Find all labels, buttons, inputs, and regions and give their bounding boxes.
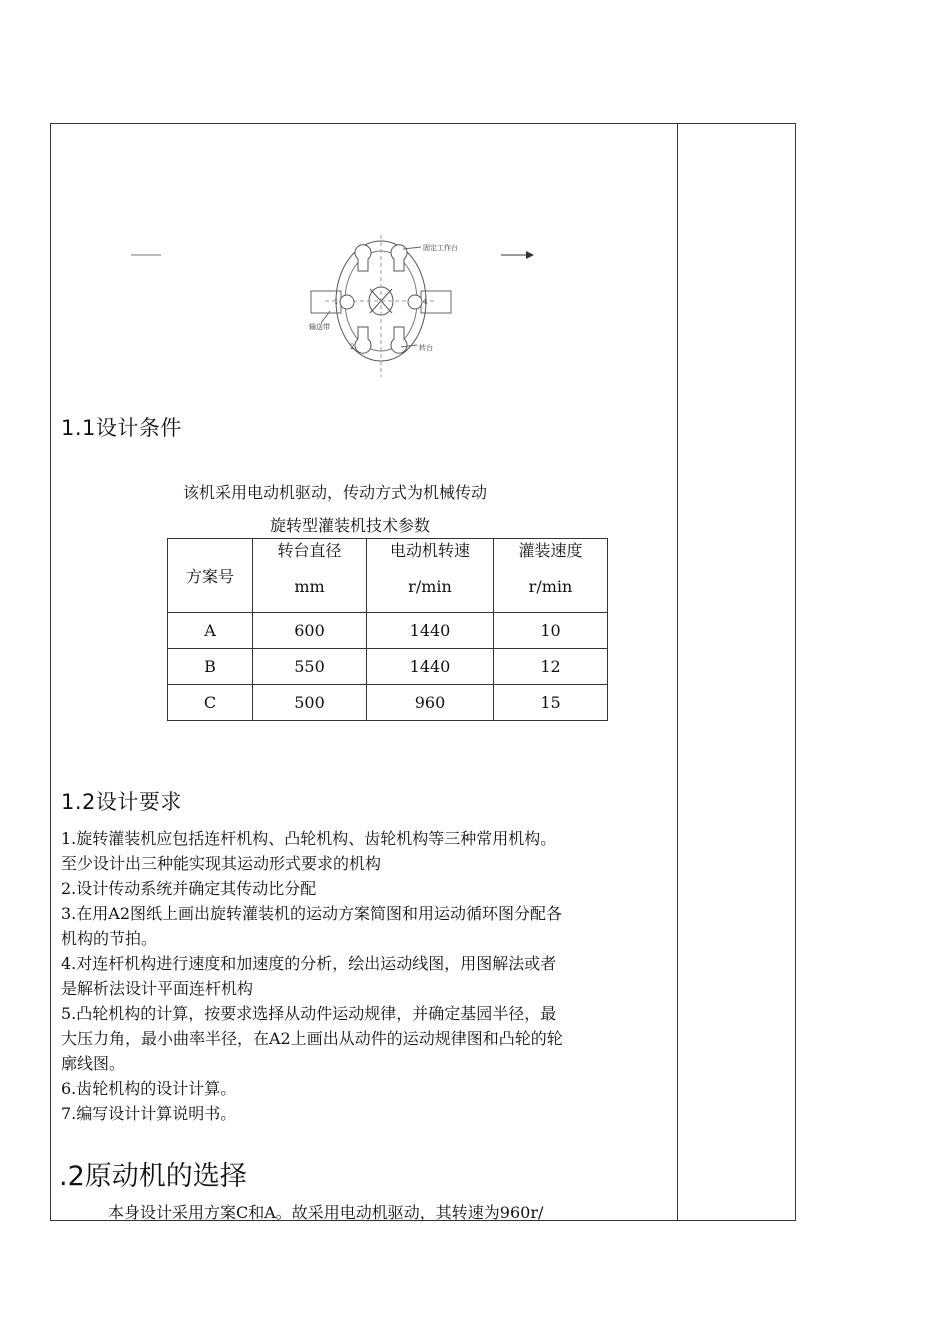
section-2-intro: 本身设计采用方案C和A。故采用电动机驱动，其转速为960r/ bbox=[108, 1203, 544, 1222]
param-header-diameter bbox=[253, 539, 367, 613]
table-cell: C bbox=[168, 685, 253, 721]
table-row bbox=[168, 685, 608, 721]
param-header-motor-speed-unit: r/min bbox=[408, 577, 452, 596]
table-cell: 1440 bbox=[367, 649, 494, 685]
cup-slot-bottom-left bbox=[355, 327, 371, 353]
param-header-fill-speed-label: 灌装速度 bbox=[518, 541, 583, 560]
table-cell: 600 bbox=[253, 613, 367, 649]
list-item: 7.编写设计计算说明书。 bbox=[61, 1104, 237, 1123]
label-station-4: 4 bbox=[423, 298, 428, 306]
table-cell: 960 bbox=[367, 685, 494, 721]
list-item: 3.在用A2图纸上画出旋转灌装机的运动方案简图和用运动循环图分配各 bbox=[61, 904, 563, 923]
column-divider bbox=[677, 124, 678, 1220]
table-cell: 500 bbox=[253, 685, 367, 721]
page-frame bbox=[50, 123, 796, 1221]
list-item: 大压力角，最小曲率半径，在A2上画出从动件的运动规律图和凸轮的轮 bbox=[61, 1029, 563, 1048]
table-cell: 1440 bbox=[367, 613, 494, 649]
table-cell: 10 bbox=[494, 613, 608, 649]
outgoing-arrow-head bbox=[526, 251, 534, 259]
list-item: 1.旋转灌装机应包括连杆机构、凸轮机构、齿轮机构等三种常用机构。 bbox=[61, 829, 557, 848]
param-table bbox=[167, 538, 608, 721]
list-item: 至少设计出三种能实现其运动形式要求的机构 bbox=[61, 854, 382, 873]
table-cell: 550 bbox=[253, 649, 367, 685]
cup-slot-right bbox=[408, 295, 422, 309]
table-cell: 15 bbox=[494, 685, 608, 721]
param-header-motor-speed-label: 电动机转速 bbox=[389, 541, 470, 560]
cup-slot-left bbox=[340, 295, 354, 309]
list-item: 2.设计传动系统并确定其传动比分配 bbox=[61, 879, 317, 898]
section-2-heading: .2原动机的选择 bbox=[59, 1161, 247, 1192]
param-header-diameter-unit: mm bbox=[294, 577, 325, 596]
param-header-motor-speed bbox=[367, 539, 494, 613]
main-column bbox=[51, 124, 677, 1220]
list-item: 廓线图。 bbox=[61, 1054, 126, 1073]
param-header-fill-speed bbox=[494, 539, 608, 613]
list-item: 6.齿轮机构的设计计算。 bbox=[61, 1079, 237, 1098]
table-cell: 12 bbox=[494, 649, 608, 685]
table-cell: B bbox=[168, 649, 253, 685]
section-1-1-heading: 1.1设计条件 bbox=[61, 416, 182, 440]
turntable-diagram-svg bbox=[121, 229, 541, 389]
cup-slot-top-left bbox=[355, 245, 371, 271]
list-item: 5.凸轮机构的计算，按要求选择从动件运动规律，并确定基园半径，最 bbox=[61, 1004, 557, 1023]
param-header-plan-label: 方案号 bbox=[185, 567, 234, 586]
param-header-plan bbox=[168, 539, 253, 613]
param-header-fill-speed-unit: r/min bbox=[528, 577, 573, 596]
table-caption: 旋转型灌装机技术参数 bbox=[270, 516, 431, 535]
param-header-diameter-label: 转台直径 bbox=[277, 541, 342, 560]
list-item: 是解析法设计平面连杆机构 bbox=[61, 979, 254, 998]
requirements-list bbox=[61, 826, 673, 1126]
table-row bbox=[168, 649, 608, 685]
cup-slot-bottom-right bbox=[391, 327, 407, 353]
section-1-2-heading: 1.2设计要求 bbox=[61, 790, 182, 814]
turntable-diagram bbox=[121, 229, 541, 389]
label-fixed-table: 固定工作台 bbox=[423, 244, 458, 252]
list-item: 机构的节拍。 bbox=[61, 929, 158, 948]
table-cell: A bbox=[168, 613, 253, 649]
table-row bbox=[168, 613, 608, 649]
label-conveyor: 输送带 bbox=[309, 323, 330, 331]
label-turntable: 转台 bbox=[419, 344, 433, 352]
label-station-2: 2 bbox=[350, 343, 355, 351]
drive-note: 该机采用电动机驱动，传动方式为机械传动 bbox=[183, 483, 488, 502]
param-table-header-row bbox=[168, 539, 608, 613]
list-item: 4.对连杆机构进行速度和加速度的分析，绘出运动线图，用图解法或者 bbox=[61, 954, 557, 973]
label-station-1: 1 bbox=[334, 298, 339, 306]
